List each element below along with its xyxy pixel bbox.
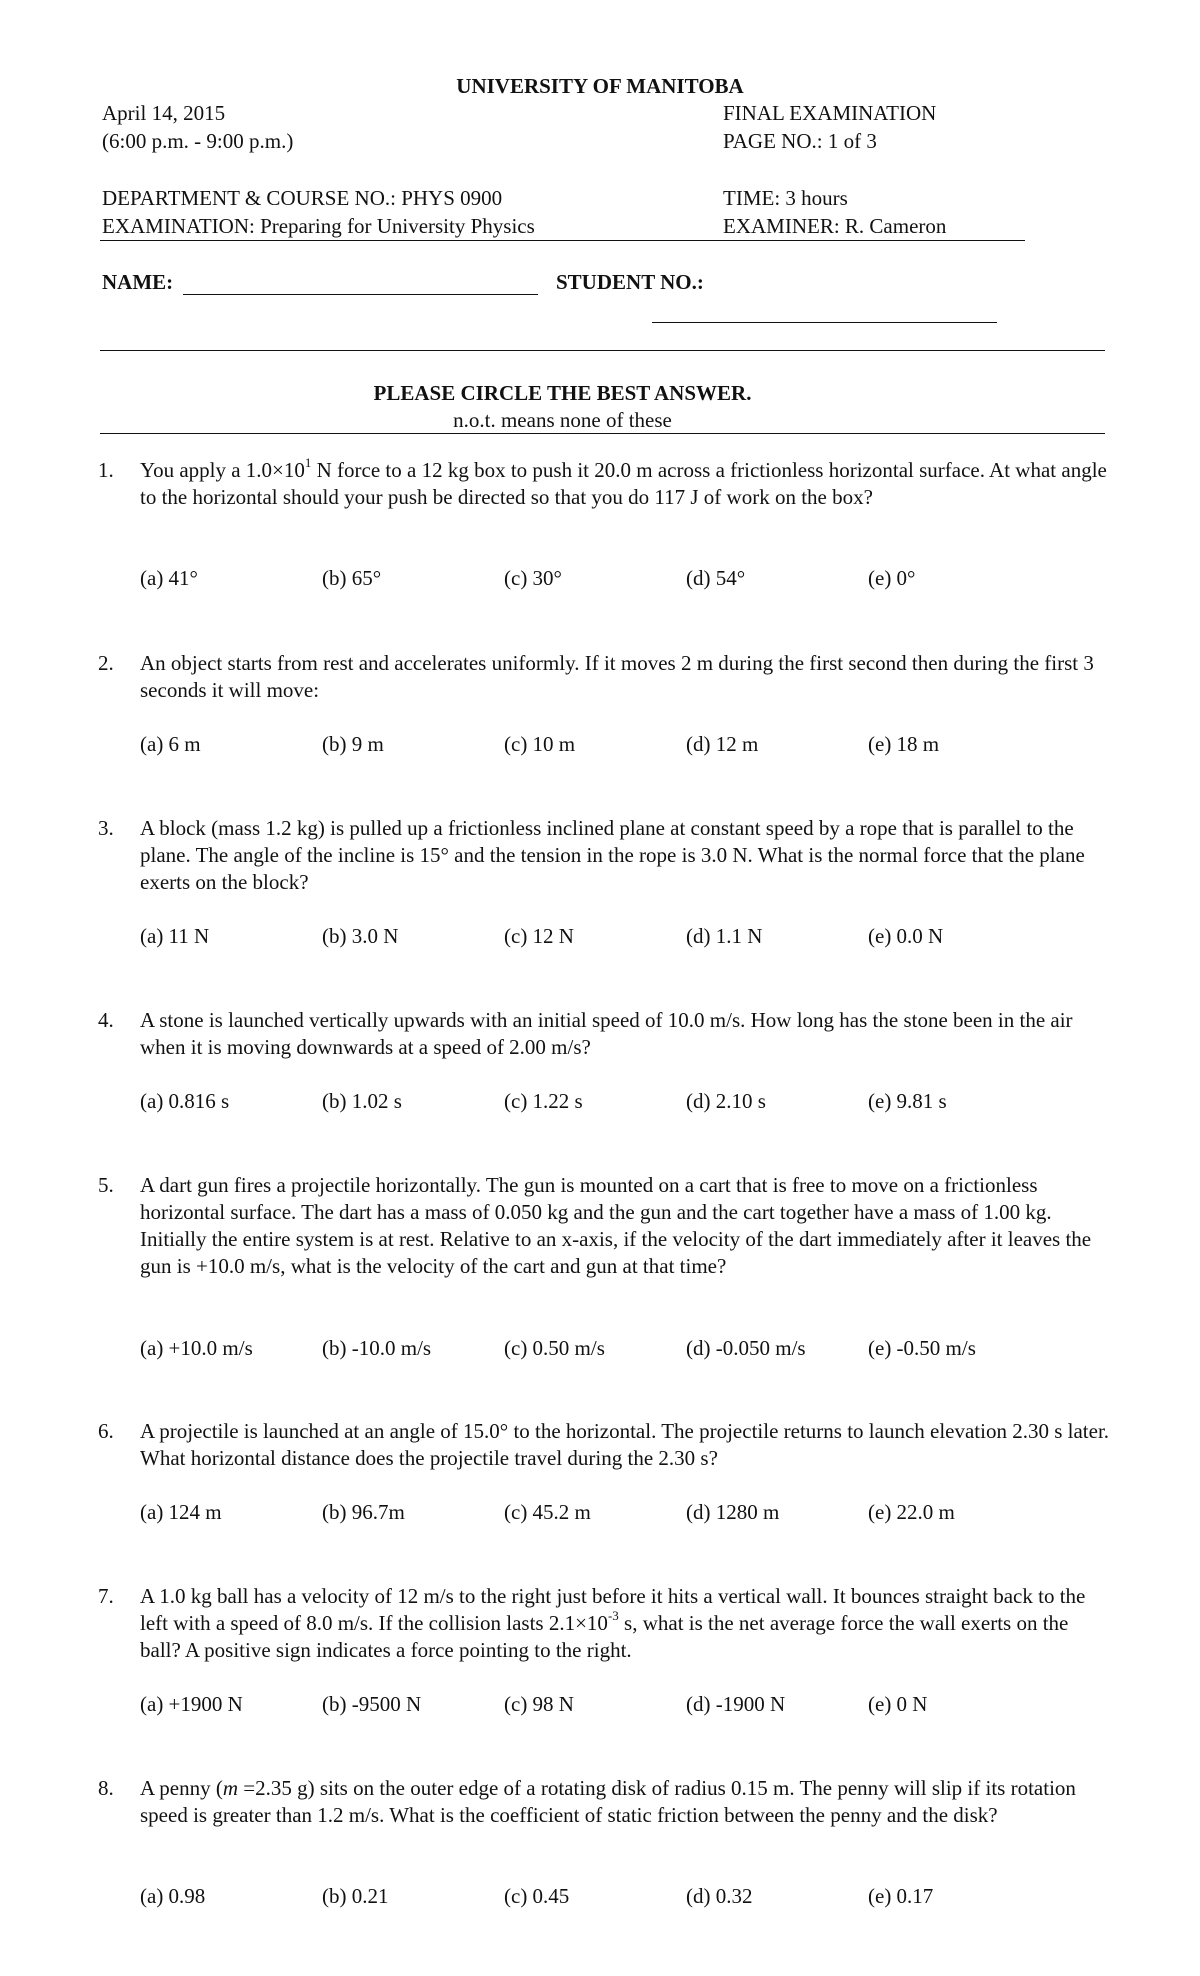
examiner: EXAMINER: R. Cameron xyxy=(723,214,947,238)
option-e[interactable]: (e) 0° xyxy=(868,566,916,590)
question-number: 4. xyxy=(98,1008,114,1032)
option-d[interactable]: (d) 1.1 N xyxy=(686,924,763,948)
page-number: PAGE NO.: 1 of 3 xyxy=(723,129,877,153)
university-title: UNIVERSITY OF MANITOBA xyxy=(456,74,744,98)
question-stem: A dart gun fires a projectile horizontally. The gun is mounted on a cart that is free to move on a frictionless horizontal surface. The dart has a mass of 0.050 kg and the gun and the cart together have a mass of 1.00 kg. Initially the entire system is at rest. Relative to an x-axis, if the velocity of the dart immediately after it leaves the gun is +10.0 m/s, what is the velocity of the cart and gun at that time? xyxy=(140,1173,1092,1278)
question-stem: A stone is launched vertically upwards with an initial speed of 10.0 m/s. How long has the stone been in the air when it is moving downwards at a speed of 2.00 m/s? xyxy=(140,1008,1073,1059)
question-stem: An object starts from rest and accelerates uniformly. If it moves 2 m during the first second then during the first 3 seconds it will move: xyxy=(140,651,1094,702)
option-d[interactable]: (d) 54° xyxy=(686,566,746,590)
option-d[interactable]: (d) 12 m xyxy=(686,732,759,756)
examination-title: EXAMINATION: Preparing for University Physics xyxy=(102,214,535,238)
option-c[interactable]: (c) 1.22 s xyxy=(504,1089,583,1113)
option-d[interactable]: (d) 1280 m xyxy=(686,1500,780,1524)
exam-type: FINAL EXAMINATION xyxy=(723,101,937,125)
question-stem: You apply a $1.0\times 10^1$ N force to a 12 kg box to push it 20.0 m across a frictionless horizontal surface. At what angle to the horizontal should your push be directed so that you do 117 J of work on the box? xyxy=(140,455,1107,509)
option-c[interactable]: (c) 10 m xyxy=(504,732,576,756)
option-b[interactable]: (b) 0.21 xyxy=(322,1884,389,1908)
exam-time-range: (6:00 p.m. - 9:00 p.m.) xyxy=(102,129,294,153)
question-number: 8. xyxy=(98,1776,114,1800)
option-b[interactable]: (b) -10.0 m/s xyxy=(322,1336,432,1360)
question-number: 7. xyxy=(98,1584,114,1608)
option-a[interactable]: (a) 6 m xyxy=(140,732,201,756)
question-stem: A 1.0 kg ball has a velocity of 12 m/s to the right just before it hits a vertical wall. It bounces straight back to the left with a speed of 8.0 m/s. If the collision lasts $2.1\times 10^{-3}$ s, what is the net average force the wall exerts on the ball? A positive sign indicates a force pointing to the right. xyxy=(140,1584,1086,1662)
question-number: 3. xyxy=(98,816,114,840)
option-d[interactable]: (d) -1900 N xyxy=(686,1692,786,1716)
option-a[interactable]: (a) +10.0 m/s xyxy=(140,1336,253,1360)
option-e[interactable]: (e) 9.81 s xyxy=(868,1089,947,1113)
option-c[interactable]: (c) 12 N xyxy=(504,924,574,948)
option-d[interactable]: (d) -0.050 m/s xyxy=(686,1336,806,1360)
option-c[interactable]: (c) 0.45 xyxy=(504,1884,570,1908)
option-c[interactable]: (c) 98 N xyxy=(504,1692,574,1716)
question-number: 1. xyxy=(98,458,114,482)
option-e[interactable]: (e) 0.0 N xyxy=(868,924,944,948)
student-no-field-line[interactable] xyxy=(652,322,997,323)
option-a[interactable]: (a) 41° xyxy=(140,566,198,590)
option-b[interactable]: (b) 1.02 s xyxy=(322,1089,402,1113)
option-a[interactable]: (a) 0.98 xyxy=(140,1884,206,1908)
option-a[interactable]: (a) +1900 N xyxy=(140,1692,243,1716)
option-e[interactable]: (e) 18 m xyxy=(868,732,940,756)
question-stem: A block (mass 1.2 kg) is pulled up a frictionless inclined plane at constant speed by a rope that is parallel to the plane. The angle of the incline is 15° and the tension in the rope is 3.0 N. What is the normal force that the plane exerts on the block? xyxy=(140,816,1085,894)
option-c[interactable]: (c) 0.50 m/s xyxy=(504,1336,605,1360)
option-e[interactable]: (e) 22.0 m xyxy=(868,1500,955,1524)
option-a[interactable]: (a) 11 N xyxy=(140,924,210,948)
exam-duration: TIME: 3 hours xyxy=(723,186,848,210)
option-d[interactable]: (d) 0.32 xyxy=(686,1884,753,1908)
section-divider xyxy=(100,350,1105,351)
option-b[interactable]: (b) -9500 N xyxy=(322,1692,422,1716)
option-b[interactable]: (b) 65° xyxy=(322,566,382,590)
option-b[interactable]: (b) 96.7m xyxy=(322,1500,405,1524)
option-b[interactable]: (b) 3.0 N xyxy=(322,924,399,948)
question-number: 2. xyxy=(98,651,114,675)
option-d[interactable]: (d) 2.10 s xyxy=(686,1089,766,1113)
name-label: NAME: xyxy=(102,270,174,294)
name-field-line[interactable] xyxy=(183,294,538,295)
option-c[interactable]: (c) 30° xyxy=(504,566,562,590)
option-e[interactable]: (e) -0.50 m/s xyxy=(868,1336,976,1360)
instructions-divider xyxy=(100,433,1105,434)
instructions-note: n.o.t. means none of these xyxy=(453,408,672,432)
instructions-title: PLEASE CIRCLE THE BEST ANSWER. xyxy=(373,381,752,405)
question-number: 5. xyxy=(98,1173,114,1197)
student-no-label: STUDENT NO.: xyxy=(556,270,704,294)
option-b[interactable]: (b) 9 m xyxy=(322,732,384,756)
option-a[interactable]: (a) 0.816 s xyxy=(140,1089,230,1113)
option-e[interactable]: (e) 0 N xyxy=(868,1692,928,1716)
exam-date: April 14, 2015 xyxy=(102,101,226,125)
header-divider xyxy=(100,240,1025,241)
option-e[interactable]: (e) 0.17 xyxy=(868,1884,934,1908)
option-c[interactable]: (c) 45.2 m xyxy=(504,1500,591,1524)
question-stem: A penny (m =2.35 g) sits on the outer edge of a rotating disk of radius 0.15 m. The penny will slip if its rotation speed is greater than 1.2 m/s. What is the coefficient of static friction between the penny and the disk? xyxy=(140,1776,1076,1827)
question-stem: A projectile is launched at an angle of 15.0° to the horizontal. The projectile returns to launch elevation 2.30 s later. What horizontal distance does the projectile travel during the 2.30 s? xyxy=(140,1419,1110,1470)
question-number: 6. xyxy=(98,1419,114,1443)
department-course: DEPARTMENT & COURSE NO.: PHYS 0900 xyxy=(102,186,503,210)
option-a[interactable]: (a) 124 m xyxy=(140,1500,222,1524)
